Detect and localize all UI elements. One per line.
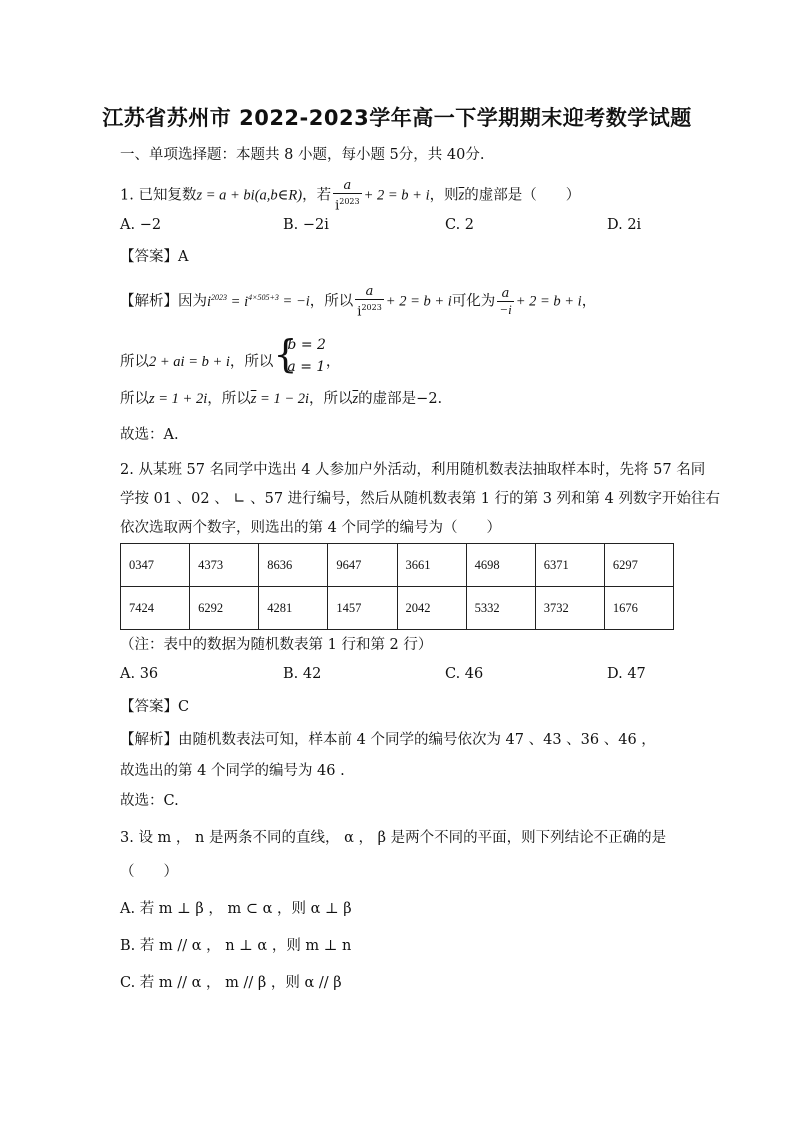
q1-analysis-line-1	[120, 284, 596, 319]
q1-stem-b: ，若	[302, 187, 332, 204]
page-title: 江苏省苏州市 2022-2023学年高一下学期期末迎考数学试题	[102, 106, 692, 130]
table-cell: 2042	[397, 587, 466, 630]
q1-a2a: 所以	[120, 354, 149, 370]
q1-a1i: + 2 = b + i	[515, 293, 582, 310]
question-2-stem-line-3: 依次选取两个数字，则选出的第 4 个同学的编号为（ ）	[120, 520, 501, 536]
question-3-stem-line-2: （ ）	[120, 864, 178, 880]
q1-a1c	[227, 294, 279, 310]
q1-system-row-1: b = 2	[287, 337, 326, 353]
q1-a1h-num: a	[497, 286, 513, 302]
q1-analysis-line-3	[120, 389, 442, 409]
q1-a3a: 所以	[120, 391, 149, 407]
question-2-stem-line-2: 学按 01 、02 、 ∟ 、57 进行编号，然后从随机数表第 1 行的第 3 列和第 4 列数字开始往右	[120, 491, 720, 507]
q1-a1j: ，	[581, 293, 597, 310]
question-1-stem	[120, 178, 580, 213]
q1-option-c: C. 2	[445, 217, 475, 233]
table-cell: 7424	[121, 587, 190, 630]
q1-choice: 故选：A.	[120, 427, 179, 443]
table-row	[121, 587, 674, 630]
random-number-table	[120, 543, 674, 630]
table-cell: 4698	[466, 544, 535, 587]
table-cell: 1457	[328, 587, 397, 630]
q1-a1b-sup: 2023	[211, 292, 228, 302]
q1-a3g: $\overline{z}$	[352, 391, 359, 407]
brace-icon: {	[273, 332, 298, 376]
q1-a1-fraction	[355, 284, 384, 319]
question-3-stem-line-1: 3. 设 m ， n 是两条不同的直线， α ， β 是两个不同的平面，则下列结论不正确的是	[120, 830, 667, 846]
q1-a3h: 的虚部是−2.	[358, 391, 443, 407]
q1-den-base: i	[335, 198, 340, 214]
q1-option-b: B. −2i	[283, 217, 329, 233]
table-cell: 0347	[121, 544, 190, 587]
q1-a2d: ，	[325, 354, 341, 370]
q2-option-c: C. 46	[445, 666, 484, 682]
q2-table-note: （注：表中的数据为随机数表第 1 行和第 2 行）	[120, 637, 433, 653]
q1-a1-frac-num: a	[355, 284, 384, 300]
q3-option-a: A. 若 m ⊥ β ， m ⊂ α ，则 α ⊥ β	[120, 901, 352, 917]
q1-a3c: ，所以	[207, 391, 251, 407]
q2-analysis-line-1: 【解析】由随机数表法可知，样本前 4 个同学的编号依次为 47 、43 、36 、46 ，	[120, 732, 656, 748]
q1-fraction-denominator	[333, 194, 362, 213]
q1-a1g: 可化为	[451, 293, 496, 310]
table-cell: 3661	[397, 544, 466, 587]
q1-a1c-sup: 4×505+3	[248, 292, 279, 302]
q1-option-d: D. 2i	[607, 217, 642, 233]
q1-a1-frac-den	[355, 300, 384, 319]
q1-fraction-numerator: a	[333, 178, 362, 194]
q2-option-a: A. 36	[120, 666, 159, 682]
table-cell: 6297	[604, 544, 673, 587]
q1-a1f: + 2 = b + i	[385, 293, 452, 310]
q1-a1b-base: i	[207, 293, 212, 310]
q1-a1-frac-den-sup: 2023	[361, 303, 382, 312]
question-2-stem-line-1: 2. 从某班 57 名同学中选出 4 人参加户外活动，利用随机数表法抽取样本时，先将 57 名同	[120, 462, 706, 478]
q1-a1a: 因为	[178, 293, 207, 310]
table-cell: 6371	[535, 544, 604, 587]
q1-den-sup: 2023	[339, 197, 360, 206]
q1-analysis-line-2	[120, 334, 340, 390]
q1-zbar: $\overline{z}$	[458, 187, 465, 204]
q1-option-a: A. −2	[120, 217, 162, 233]
q2-analysis-line-2: 故选出的第 4 个同学的编号为 46 .	[120, 763, 345, 779]
q2-option-d: D. 47	[607, 666, 646, 682]
q1-a1h-den: −i	[499, 302, 512, 318]
q1-stem-e: 的虚部是（ ）	[464, 187, 581, 204]
q1-a1d: = −i	[278, 293, 310, 310]
q1-a1e: ，所以	[309, 293, 354, 310]
q1-analysis-label: 【解析】	[120, 293, 178, 310]
q1-a1c-base: = i	[227, 293, 249, 310]
table-cell: 9647	[328, 544, 397, 587]
q1-a1-frac-den-base: i	[357, 304, 362, 320]
q1-a3e: = 1 − 2i	[256, 391, 310, 407]
q1-stem-expr: z = a + bi(a,b∈R)	[196, 187, 303, 204]
q1-stem-c: + 2 = b + i	[363, 187, 430, 204]
q3-option-c: C. 若 m // α ， m // β ，则 α // β	[120, 975, 342, 991]
table-row	[121, 544, 674, 587]
q1-fraction	[333, 178, 362, 213]
q1-system-of-equations	[273, 334, 326, 390]
q2-choice: 故选：C.	[120, 793, 179, 809]
q1-a2b: 2 + ai = b + i	[149, 354, 230, 370]
q1-a3b: z = 1 + 2i	[149, 391, 208, 407]
table-cell: 3732	[535, 587, 604, 630]
table-cell: 8636	[259, 544, 328, 587]
q1-a3d: $\overline{z}$	[250, 391, 257, 407]
q1-stem-a: 1. 已知复数	[120, 187, 197, 204]
section-heading: 一、单项选择题：本题共 8 小题，每小题 5分，共 40分.	[120, 147, 485, 163]
q1-answer: 【答案】A	[120, 249, 189, 265]
q3-option-b: B. 若 m // α ， n ⊥ α ，则 m ⊥ n	[120, 938, 352, 954]
q1-a2c: ，所以	[229, 354, 274, 370]
table-cell: 1676	[604, 587, 673, 630]
q1-system-row-2: a = 1	[287, 359, 326, 375]
table-cell: 4281	[259, 587, 328, 630]
q2-option-b: B. 42	[283, 666, 322, 682]
q1-stem-d: ，则	[429, 187, 459, 204]
q1-a3f: ，所以	[309, 391, 353, 407]
table-cell: 6292	[190, 587, 259, 630]
q2-answer: 【答案】C	[120, 699, 190, 715]
q1-a1-fraction-2	[497, 286, 513, 317]
table-cell: 4373	[190, 544, 259, 587]
table-cell: 5332	[466, 587, 535, 630]
q1-a1b	[207, 294, 227, 310]
